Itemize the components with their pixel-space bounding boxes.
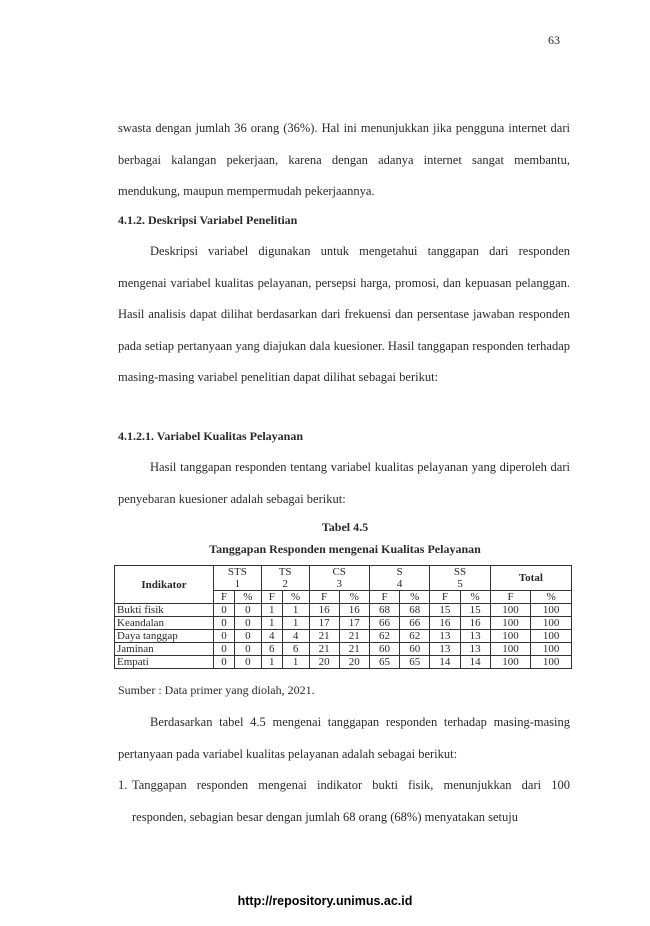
table-cell: 1 [261,604,282,617]
table-cell: 15 [460,604,490,617]
table-cell: 21 [339,643,369,656]
table-cell: 60 [369,643,399,656]
subheader-percent: % [460,591,490,604]
indicator-name: Empati [115,656,214,669]
responses-table [114,565,572,669]
subheader-f: F [490,591,531,604]
section-heading-4-1-2-1: 4.1.2.1. Variabel Kualitas Pelayanan [118,429,304,443]
header-group-s: S 4 [369,566,429,591]
table-cell: 17 [339,617,369,630]
subheader-f: F [430,591,460,604]
header-group-ts: TS 2 [261,566,309,591]
paragraph-berdasarkan: Berdasarkan tabel 4.5 mengenai tanggapan responden terhadap masing-masing pertanyaan pada variabel kualitas pelayanan adalah sebagai berikut: [118,715,570,761]
table-cell: 0 [235,604,262,617]
table-cell: 4 [282,630,309,643]
table-cell: 21 [309,630,339,643]
subheader-f: F [309,591,339,604]
table-cell: 21 [309,643,339,656]
table-cell: 68 [400,604,430,617]
table-cell: 0 [235,630,262,643]
section-heading-4-1-2: 4.1.2. Deskripsi Variabel Penelitian [118,213,298,227]
table-cell: 6 [261,643,282,656]
table-row [115,643,572,656]
table-cell: 68 [369,604,399,617]
paragraph-deskripsi: Deskripsi variabel digunakan untuk mengetahui tanggapan dari responden mengenai variabel kualitas pelayanan, persepsi harga, promosi, dan kepuasan pelanggan. Hasil analisis dapat dilihat berdasarkan dari frekuensi dan persentase jawaban responden pada setiap pertanyaan yang diajukan dala kuesioner. Hasil tanggapan responden terhadap masing-masing variabel penelitian dapat dilihat sebagai berikut: [118,244,570,384]
table-cell: 100 [490,617,531,630]
subheader-percent: % [282,591,309,604]
table-cell: 0 [235,656,262,669]
page-number: 63 [548,33,560,47]
subheader-f: F [369,591,399,604]
indicator-name: Jaminan [115,643,214,656]
table-cell: 13 [460,630,490,643]
table-cell: 0 [214,630,235,643]
table-cell: 14 [460,656,490,669]
table-cell: 13 [430,630,460,643]
header-group-ss: SS 5 [430,566,490,591]
table-cell: 20 [339,656,369,669]
indicator-name: Daya tanggap [115,630,214,643]
table-cell: 6 [282,643,309,656]
header-group-sts: STS 1 [214,566,262,591]
table-cell: 100 [531,656,572,669]
table-cell: 60 [400,643,430,656]
table-row [115,617,572,630]
table-cell: 13 [460,643,490,656]
list-item-number: 1. [118,778,128,792]
table-cell: 100 [531,643,572,656]
table-cell: 62 [400,630,430,643]
table-row [115,604,572,617]
footer-repository-url: http://repository.unimus.ac.id [237,894,413,908]
header-total: Total [490,566,571,591]
table-cell: 0 [214,604,235,617]
table-cell: 100 [490,630,531,643]
table-cell: 15 [430,604,460,617]
table-cell: 4 [261,630,282,643]
table-cell: 65 [400,656,430,669]
table-cell: 100 [531,604,572,617]
header-indikator: Indikator [115,566,214,604]
table-cell: 16 [339,604,369,617]
table-title: Tanggapan Responden mengenai Kualitas Pelayanan [209,542,481,556]
table-cell: 20 [309,656,339,669]
table-cell: 100 [490,643,531,656]
table-cell: 0 [214,643,235,656]
table-cell: 1 [282,617,309,630]
table-source: Sumber : Data primer yang diolah, 2021. [118,683,315,697]
paragraph-hasil-tanggapan: Hasil tanggapan responden tentang variabel kualitas pelayanan yang diperoleh dari penyebaran kuesioner adalah sebagai berikut: [118,460,570,506]
table-cell: 66 [369,617,399,630]
subheader-percent: % [400,591,430,604]
table-cell: 16 [460,617,490,630]
subheader-percent: % [339,591,369,604]
table-label: Tabel 4.5 [321,520,369,534]
subheader-percent: % [531,591,572,604]
table-header-row [115,566,572,591]
table-cell: 0 [235,643,262,656]
table-cell: 0 [214,617,235,630]
table-cell: 1 [282,604,309,617]
subheader-percent: % [235,591,262,604]
table-row [115,656,572,669]
table-cell: 100 [490,656,531,669]
subheader-f: F [214,591,235,604]
table-cell: 1 [261,656,282,669]
header-group-cs: CS 3 [309,566,369,591]
indicator-name: Bukti fisik [115,604,214,617]
table-cell: 1 [261,617,282,630]
table-cell: 100 [531,630,572,643]
table-cell: 17 [309,617,339,630]
indicator-name: Keandalan [115,617,214,630]
table-cell: 21 [339,630,369,643]
subheader-f: F [261,591,282,604]
table-cell: 13 [430,643,460,656]
table-cell: 16 [309,604,339,617]
paragraph-intro: swasta dengan jumlah 36 orang (36%). Hal ini menunjukkan jika pengguna internet dari berbagai kalangan pekerjaan, karena dengan adanya internet sangat membantu, mendukung, maupun mempermudah pekerjaannya. [118,121,570,198]
table-cell: 0 [214,656,235,669]
list-item-text: Tanggapan responden mengenai indikator bukti fisik, menunjukkan dari 100 responden, sebagian besar dengan jumlah 68 orang (68%) menyatakan setuju [132,778,570,824]
table-cell: 16 [430,617,460,630]
table-cell: 66 [400,617,430,630]
table-cell: 1 [282,656,309,669]
list-item [118,770,570,833]
table-cell: 62 [369,630,399,643]
table-cell: 65 [369,656,399,669]
table-cell: 100 [490,604,531,617]
table-row [115,630,572,643]
table-cell: 100 [531,617,572,630]
table-cell: 14 [430,656,460,669]
table-cell: 0 [235,617,262,630]
